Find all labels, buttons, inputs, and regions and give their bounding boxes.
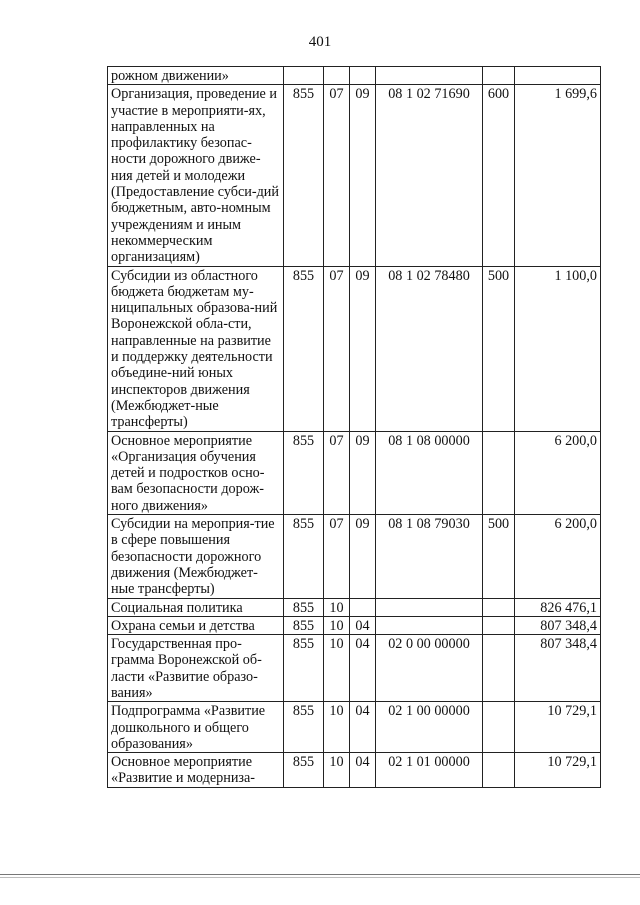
subsection-cell: 04 <box>350 702 376 753</box>
target-article-cell: 08 1 02 78480 <box>376 266 483 431</box>
subsection-cell <box>350 598 376 616</box>
table-row <box>108 702 601 753</box>
table-row <box>108 635 601 702</box>
subsection-cell: 09 <box>350 266 376 431</box>
amount-cell: 807 348,4 <box>515 616 601 634</box>
row-name-cell: Субсидии из областного бюджета бюджетам му-ниципальных образова-ний Воронежской обла-сти, направленные на развитие и поддержку деятельности объедине-ний юных инспекторов движения (Межбюджет-ные трансферты) <box>108 266 284 431</box>
section-cell: 10 <box>324 616 350 634</box>
expense-type-cell: 600 <box>483 85 515 266</box>
section-cell <box>324 67 350 85</box>
row-name-cell: Подпрограмма «Развитие дошкольного и общего образования» <box>108 702 284 753</box>
grbs-cell <box>284 67 324 85</box>
subsection-cell: 09 <box>350 85 376 266</box>
grbs-cell: 855 <box>284 598 324 616</box>
amount-cell: 6 200,0 <box>515 431 601 514</box>
section-cell: 10 <box>324 635 350 702</box>
amount-cell: 10 729,1 <box>515 753 601 788</box>
table-row <box>108 616 601 634</box>
row-name-cell: Социальная политика <box>108 598 284 616</box>
row-name-cell: Охрана семьи и детства <box>108 616 284 634</box>
grbs-cell: 855 <box>284 85 324 266</box>
target-article-cell: 08 1 08 79030 <box>376 515 483 598</box>
grbs-cell: 855 <box>284 266 324 431</box>
amount-cell: 807 348,4 <box>515 635 601 702</box>
expense-type-cell <box>483 67 515 85</box>
target-article-cell: 08 1 02 71690 <box>376 85 483 266</box>
grbs-cell: 855 <box>284 635 324 702</box>
amount-cell: 1 699,6 <box>515 85 601 266</box>
subsection-cell <box>350 67 376 85</box>
table-row <box>108 515 601 598</box>
table-row <box>108 753 601 788</box>
section-cell: 10 <box>324 702 350 753</box>
grbs-cell: 855 <box>284 702 324 753</box>
grbs-cell: 855 <box>284 515 324 598</box>
row-name-cell: Основное мероприятие «Развитие и модерниза- <box>108 753 284 788</box>
grbs-cell: 855 <box>284 431 324 514</box>
section-cell: 07 <box>324 266 350 431</box>
section-cell: 10 <box>324 598 350 616</box>
section-cell: 07 <box>324 431 350 514</box>
table-row <box>108 431 601 514</box>
budget-table <box>107 66 601 788</box>
row-name-cell: Основное мероприятие «Организация обучения детей и подростков осно-вам безопасности дорож-ного движения» <box>108 431 284 514</box>
row-name-cell: Субсидии на мероприя-тие в сфере повышения безопасности дорожного движения (Межбюджет-ные трансферты) <box>108 515 284 598</box>
expense-type-cell <box>483 753 515 788</box>
target-article-cell: 02 1 00 00000 <box>376 702 483 753</box>
section-cell: 10 <box>324 753 350 788</box>
amount-cell: 6 200,0 <box>515 515 601 598</box>
row-name-cell: Государственная про-грамма Воронежской об-ласти «Развитие образо-вания» <box>108 635 284 702</box>
expense-type-cell: 500 <box>483 266 515 431</box>
section-cell: 07 <box>324 515 350 598</box>
target-article-cell: 02 0 00 00000 <box>376 635 483 702</box>
target-article-cell <box>376 67 483 85</box>
subsection-cell: 09 <box>350 515 376 598</box>
table-row <box>108 67 601 85</box>
row-name-cell: рожном движении» <box>108 67 284 85</box>
amount-cell: 10 729,1 <box>515 702 601 753</box>
scan-edge-line <box>0 877 640 878</box>
page-number: 401 <box>308 34 332 50</box>
expense-type-cell <box>483 702 515 753</box>
amount-cell: 826 476,1 <box>515 598 601 616</box>
expense-type-cell <box>483 598 515 616</box>
expense-type-cell <box>483 616 515 634</box>
section-cell: 07 <box>324 85 350 266</box>
subsection-cell: 04 <box>350 616 376 634</box>
expense-type-cell <box>483 635 515 702</box>
target-article-cell <box>376 616 483 634</box>
table-row <box>108 598 601 616</box>
subsection-cell: 09 <box>350 431 376 514</box>
expense-type-cell: 500 <box>483 515 515 598</box>
table-row <box>108 266 601 431</box>
scan-edge-line <box>0 874 640 875</box>
target-article-cell: 02 1 01 00000 <box>376 753 483 788</box>
amount-cell: 1 100,0 <box>515 266 601 431</box>
grbs-cell: 855 <box>284 616 324 634</box>
table-row <box>108 85 601 266</box>
amount-cell <box>515 67 601 85</box>
subsection-cell: 04 <box>350 635 376 702</box>
expense-type-cell <box>483 431 515 514</box>
target-article-cell <box>376 598 483 616</box>
grbs-cell: 855 <box>284 753 324 788</box>
subsection-cell: 04 <box>350 753 376 788</box>
row-name-cell: Организация, проведение и участие в мероприяти-ях, направленных на профилактику безопас-ности дорожного движе-ния детей и молодежи (Предоставление субси-дий бюджетным, авто-номным учреждениям и иным некоммерческим организациям) <box>108 85 284 266</box>
target-article-cell: 08 1 08 00000 <box>376 431 483 514</box>
